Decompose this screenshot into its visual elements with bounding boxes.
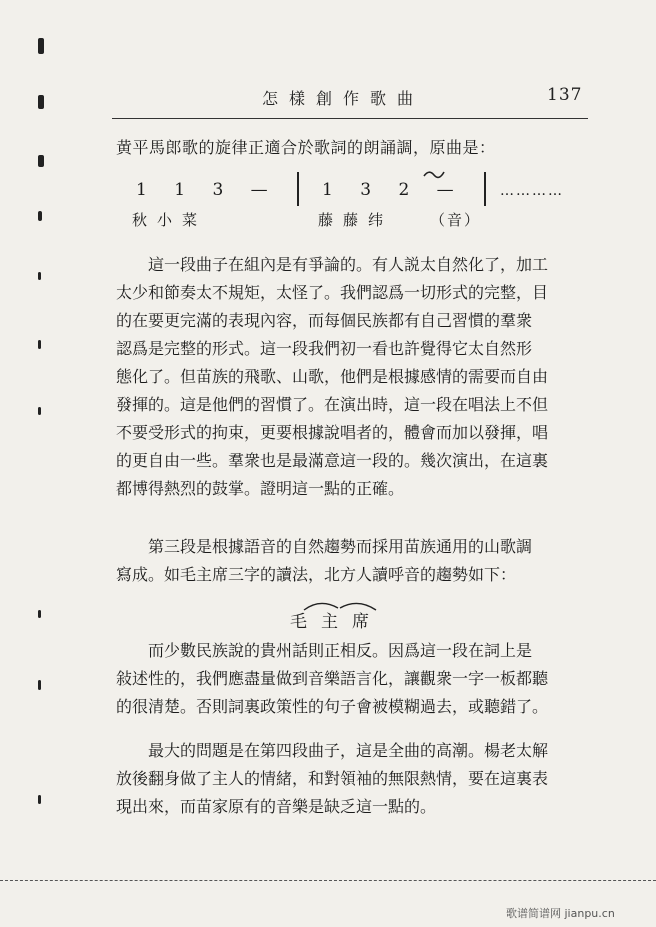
text-line: 這一段曲子在組內是有爭論的。有人説太自然化了，加工 [148, 255, 549, 274]
binding-mark [38, 340, 41, 349]
text-line: 的更自由一些。羣衆也是最滿意這一段的。幾次演出，在這裏 [116, 451, 549, 470]
text-line: 第三段是根據語音的自然趨勢而採用苗族通用的山歌調 [148, 537, 533, 556]
text-line: 不要受形式的拘束，更要根據說唱者的，體會而加以發揮，唱 [116, 423, 549, 442]
binding-mark [38, 795, 41, 804]
text-line: 的很清楚。否則詞裏政策性的句子會被模糊過去，或聽錯了。 [116, 697, 549, 716]
text-line: 發揮的。這是他們的習慣了。在演出時，這一段在唱法上不但 [116, 395, 549, 414]
paragraph-3 [116, 637, 602, 721]
page-number: 137 [547, 85, 583, 105]
binding-mark [38, 680, 41, 690]
text-line: 都博得熱烈的鼓掌。證明這一點的正確。 [116, 479, 405, 498]
binding-mark [38, 610, 41, 618]
barline [297, 172, 299, 206]
binding-mark [38, 38, 44, 54]
text-line: 態化了。但苗族的飛歌、山歌，他們是根據感情的需要而自由 [116, 367, 549, 386]
paragraph-4 [116, 737, 602, 821]
text-line: 認爲是完整的形式。這一段我們初一看也許覺得它太自然形 [116, 339, 533, 358]
header-rule [112, 118, 588, 119]
binding-mark [38, 211, 42, 221]
binding-mark [38, 95, 44, 109]
binding-mark [38, 155, 44, 167]
intro-sentence: 黄平馬郎歌的旋律正適合於歌詞的朗誦調，原曲是： [116, 138, 496, 157]
paragraph-2 [116, 533, 602, 589]
notation-continuation: ………… [500, 183, 564, 199]
text-line: 放後翻身做了主人的情緒，和對領袖的無限熱情，要在這裏表 [116, 769, 549, 788]
running-header-title: 怎樣創作歌曲 [262, 89, 425, 108]
text-line: 的在要更完滿的表現內容，而每個民族都有自己習慣的羣衆 [116, 311, 533, 330]
lyric-1: 秋小菜 [132, 211, 208, 229]
footer-rule [0, 880, 656, 881]
example-word: 毛主席 [290, 612, 383, 632]
barline [484, 172, 486, 206]
lyric-2: 藤藤纬 [318, 211, 394, 229]
paragraph-1 [116, 251, 602, 503]
tilde-mark-icon [422, 166, 446, 182]
text-line: 現出來，而苗家原有的音樂是缺乏這一點的。 [116, 797, 437, 816]
text-line: 敍述性的，我們應盡量做到音樂語言化，讓觀衆一字一板都聽 [116, 669, 549, 688]
text-line: 寫成。如毛主席三字的讀法，北方人讀呼音的趨勢如下： [116, 565, 517, 584]
text-line: 最大的問題是在第四段曲子，這是全曲的高潮。楊老太解 [148, 741, 549, 760]
lyric-note: （音） [430, 211, 482, 229]
notation-measure-2: 1 3 2 — [322, 180, 465, 200]
text-line: 而少數民族說的貴州話則正相反。因爲這一段在詞上是 [148, 641, 533, 660]
binding-mark [38, 272, 41, 280]
notation-measure-1: 1 1 3 — [136, 180, 279, 200]
text-line: 太少和節奏太不規矩，太怪了。我們認爲一切形式的完整，目 [116, 283, 549, 302]
binding-mark [38, 407, 41, 415]
site-watermark: 歌谱简谱网 jianpu.cn [506, 907, 615, 920]
